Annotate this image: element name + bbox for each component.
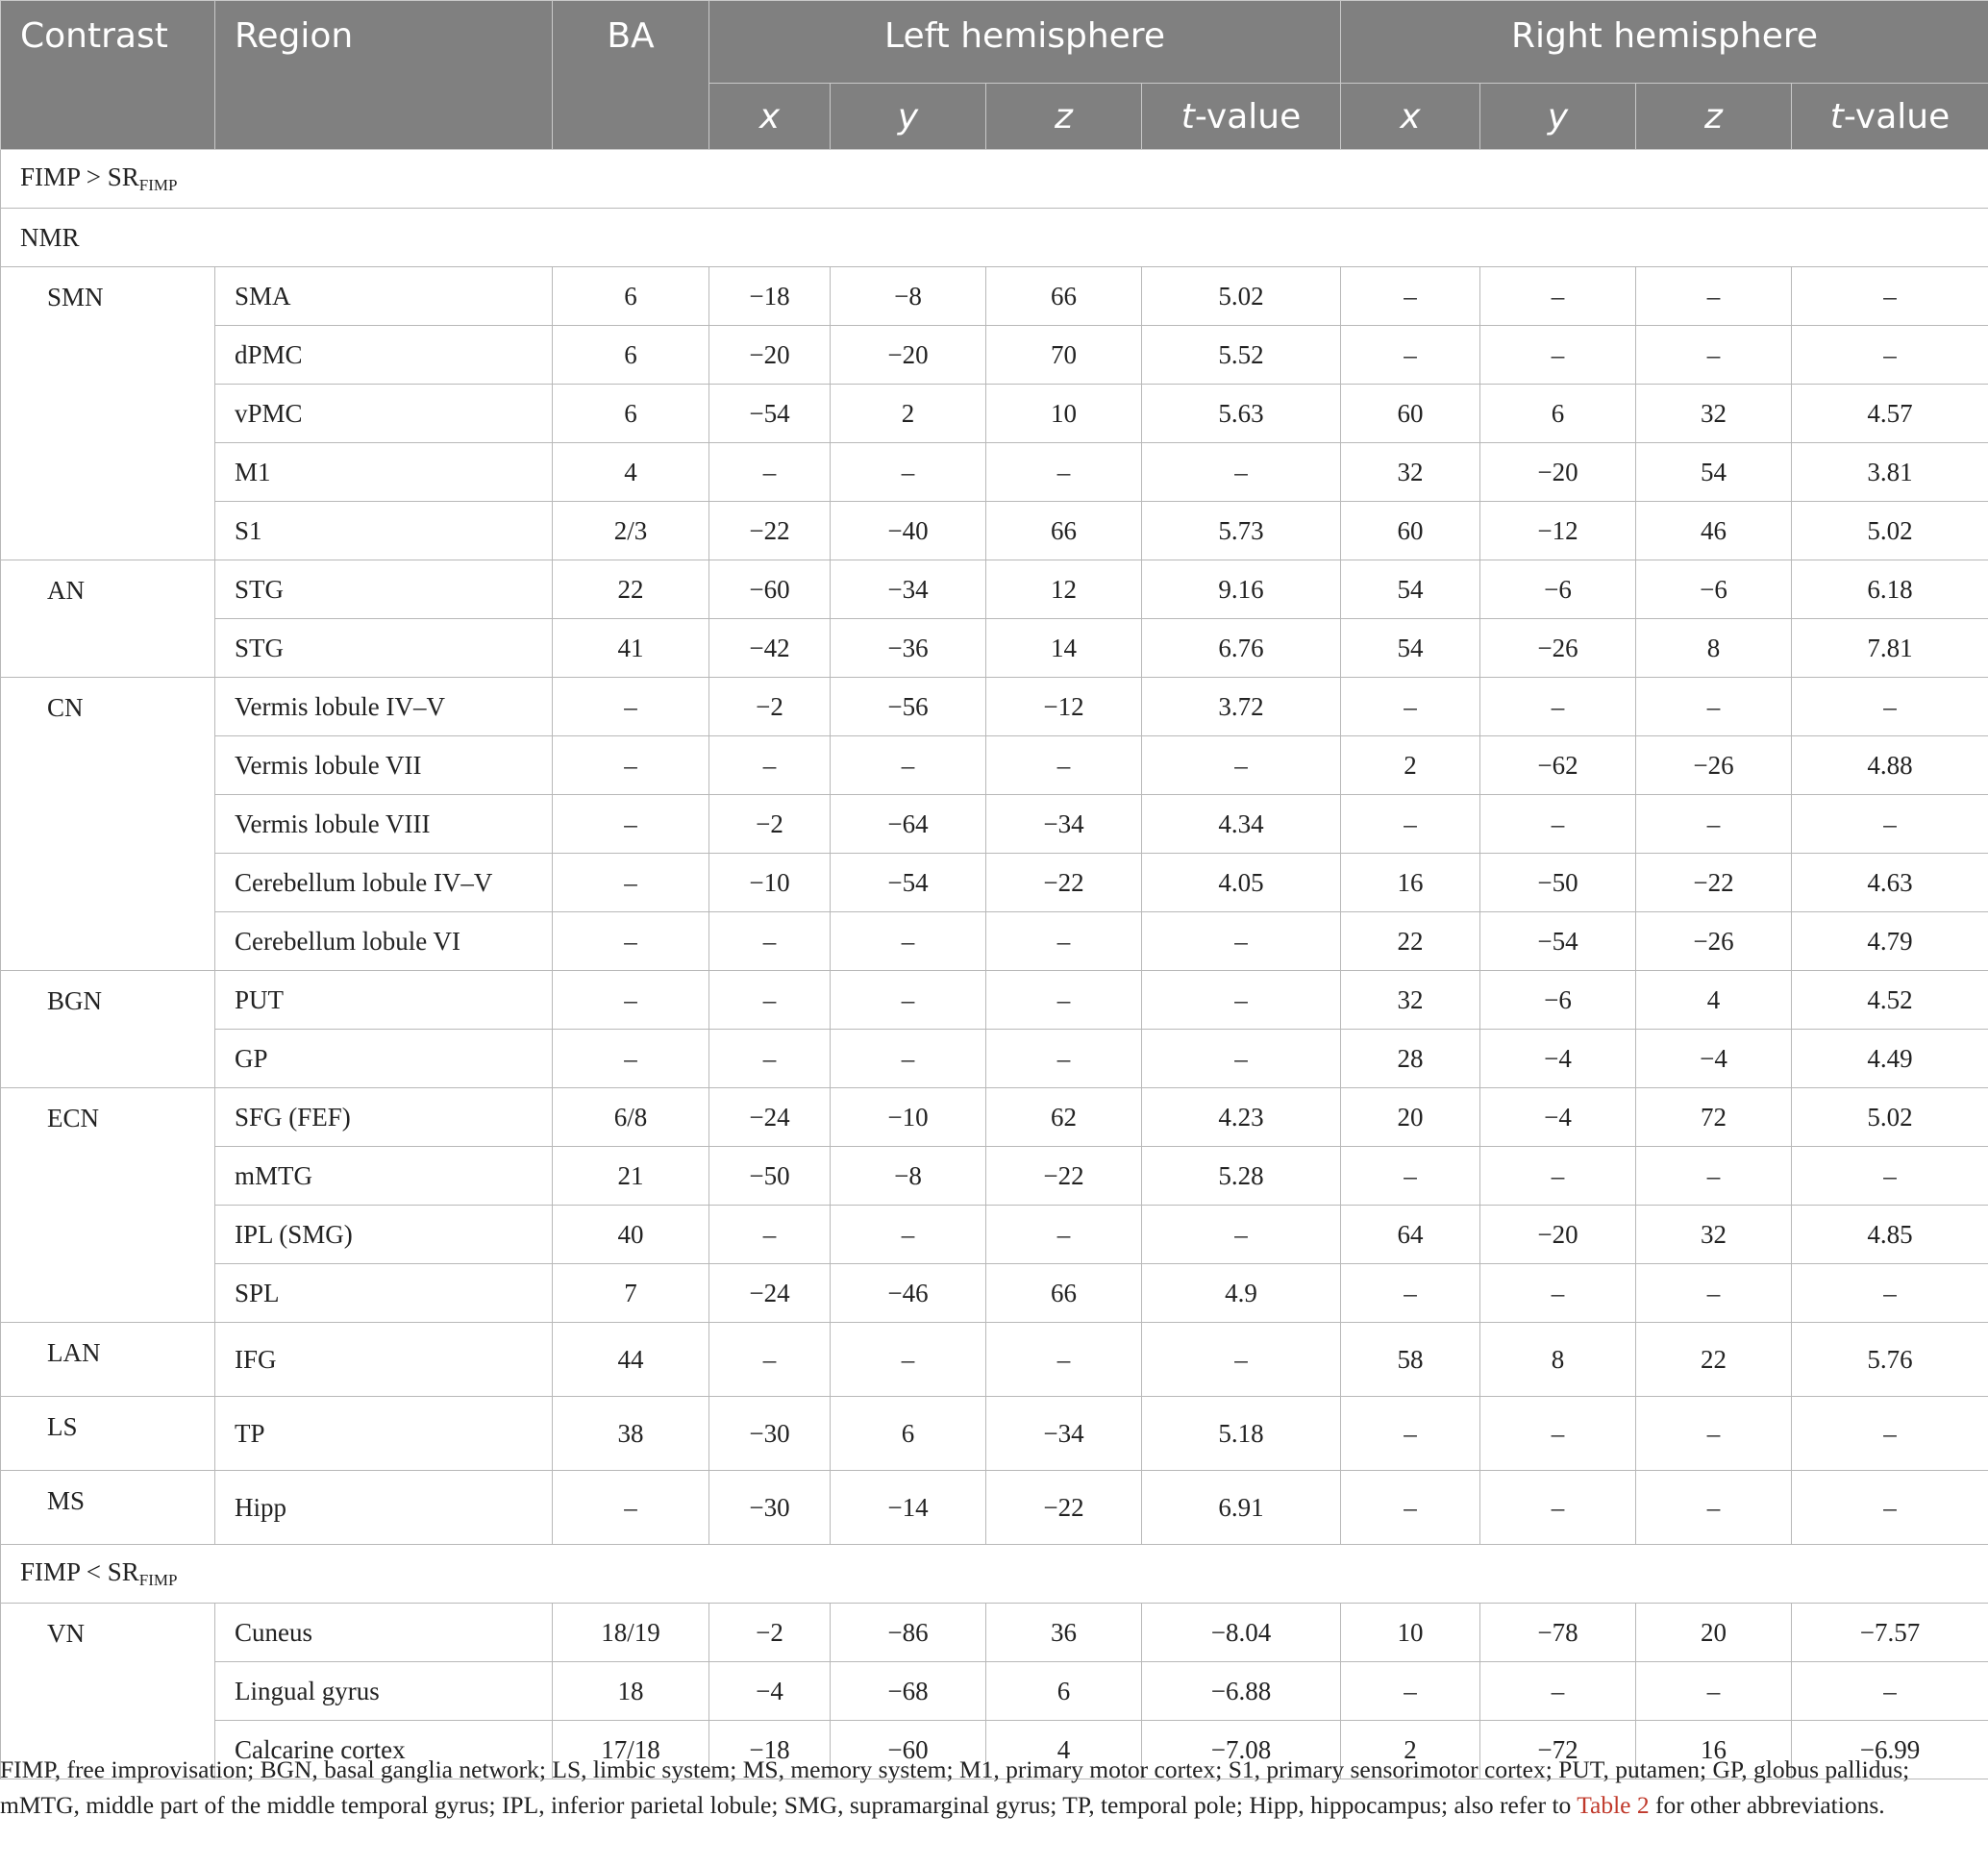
right-x-cell: 64 — [1341, 1206, 1480, 1264]
right-z-cell: −6 — [1636, 560, 1792, 619]
region-cell: M1 — [215, 443, 553, 502]
right-x-cell: 2 — [1341, 1721, 1480, 1779]
right-t-cell: 7.81 — [1792, 619, 1988, 678]
right-y-cell: −62 — [1480, 736, 1636, 795]
region-cell: PUT — [215, 971, 553, 1030]
table-body — [1, 150, 1988, 1779]
ba-cell: 18/19 — [553, 1604, 709, 1662]
col-header-left-z: z — [986, 84, 1142, 150]
right-z-cell: −4 — [1636, 1030, 1792, 1088]
region-cell: STG — [215, 619, 553, 678]
right-x-cell: 22 — [1341, 912, 1480, 971]
left-z-cell: – — [986, 912, 1142, 971]
left-z-cell: – — [986, 1323, 1142, 1397]
region-cell: Vermis lobule IV–V — [215, 678, 553, 736]
ba-cell: 17/18 — [553, 1721, 709, 1779]
left-x-cell: −30 — [709, 1397, 831, 1471]
table-row — [1, 736, 1988, 795]
left-t-cell: 5.02 — [1142, 267, 1341, 326]
right-x-cell: – — [1341, 1662, 1480, 1721]
table-row — [1, 1030, 1988, 1088]
left-x-cell: −2 — [709, 1604, 831, 1662]
ba-cell: 7 — [553, 1264, 709, 1323]
right-y-cell: – — [1480, 678, 1636, 736]
right-z-cell: – — [1636, 1264, 1792, 1323]
region-cell: mMTG — [215, 1147, 553, 1206]
right-x-cell: – — [1341, 267, 1480, 326]
right-x-cell: – — [1341, 326, 1480, 385]
right-t-cell: 6.18 — [1792, 560, 1988, 619]
ba-cell: – — [553, 912, 709, 971]
left-x-cell: −18 — [709, 1721, 831, 1779]
col-header-contrast: Contrast — [1, 1, 215, 150]
ba-cell: 6 — [553, 385, 709, 443]
right-y-cell: – — [1480, 1471, 1636, 1545]
left-x-cell: −2 — [709, 678, 831, 736]
ba-cell: 2/3 — [553, 502, 709, 560]
right-t-cell: – — [1792, 678, 1988, 736]
right-x-cell: 28 — [1341, 1030, 1480, 1088]
right-x-cell: 32 — [1341, 443, 1480, 502]
left-t-cell: −6.88 — [1142, 1662, 1341, 1721]
right-t-cell: – — [1792, 326, 1988, 385]
right-z-cell: 22 — [1636, 1323, 1792, 1397]
right-y-cell: – — [1480, 795, 1636, 854]
right-y-cell: −72 — [1480, 1721, 1636, 1779]
left-z-cell: – — [986, 1030, 1142, 1088]
left-t-cell: – — [1142, 1206, 1341, 1264]
right-x-cell: 2 — [1341, 736, 1480, 795]
left-t-cell: −7.08 — [1142, 1721, 1341, 1779]
right-t-cell: – — [1792, 1662, 1988, 1721]
left-z-cell: −34 — [986, 795, 1142, 854]
right-x-cell: 20 — [1341, 1088, 1480, 1147]
ba-cell: 4 — [553, 443, 709, 502]
right-x-cell: 10 — [1341, 1604, 1480, 1662]
section-label-nmr: NMR — [1, 209, 1988, 267]
right-z-cell: 32 — [1636, 385, 1792, 443]
table-row — [1, 502, 1988, 560]
left-x-cell: – — [709, 736, 831, 795]
col-header-left-x: x — [709, 84, 831, 150]
left-z-cell: −22 — [986, 1471, 1142, 1545]
right-t-cell: 5.02 — [1792, 1088, 1988, 1147]
group-label-ecn: ECN — [1, 1088, 215, 1323]
left-x-cell: −50 — [709, 1147, 831, 1206]
col-header-right-z: z — [1636, 84, 1792, 150]
left-t-cell: 5.73 — [1142, 502, 1341, 560]
ba-cell: 41 — [553, 619, 709, 678]
region-cell: Cuneus — [215, 1604, 553, 1662]
left-y-cell: −10 — [831, 1088, 986, 1147]
right-t-cell: 4.57 — [1792, 385, 1988, 443]
left-y-cell: – — [831, 1323, 986, 1397]
left-x-cell: – — [709, 1030, 831, 1088]
left-y-cell: −20 — [831, 326, 986, 385]
right-x-cell: 32 — [1341, 971, 1480, 1030]
left-z-cell: 36 — [986, 1604, 1142, 1662]
left-y-cell: −86 — [831, 1604, 986, 1662]
table-row — [1, 1662, 1988, 1721]
right-z-cell: – — [1636, 1471, 1792, 1545]
left-x-cell: – — [709, 1323, 831, 1397]
right-t-cell: – — [1792, 1264, 1988, 1323]
left-y-cell: −64 — [831, 795, 986, 854]
section-label-increase: FIMP > $SR_{FIMP}$ — [1, 150, 1988, 209]
right-t-cell: 4.49 — [1792, 1030, 1988, 1088]
ba-cell: – — [553, 795, 709, 854]
region-cell: Cerebellum lobule IV–V — [215, 854, 553, 912]
footnote-tail: for other abbreviations. — [1654, 1791, 1885, 1819]
region-cell: SFG (FEF) — [215, 1088, 553, 1147]
table-row — [1, 1397, 1988, 1471]
right-x-cell: – — [1341, 1471, 1480, 1545]
left-t-cell: 4.05 — [1142, 854, 1341, 912]
left-x-cell: −10 — [709, 854, 831, 912]
left-y-cell: −8 — [831, 267, 986, 326]
region-cell: Vermis lobule VII — [215, 736, 553, 795]
region-cell: Hipp — [215, 1471, 553, 1545]
group-label-lan: LAN — [1, 1323, 215, 1397]
left-z-cell: – — [986, 1206, 1142, 1264]
group-label-bgn: BGN — [1, 971, 215, 1088]
col-header-left-y: y — [831, 84, 986, 150]
left-t-cell: – — [1142, 1030, 1341, 1088]
left-z-cell: −22 — [986, 854, 1142, 912]
section-row-decrease — [1, 1545, 1988, 1604]
right-z-cell: 32 — [1636, 1206, 1792, 1264]
left-z-cell: −34 — [986, 1397, 1142, 1471]
region-cell: IFG — [215, 1323, 553, 1397]
table-row — [1, 912, 1988, 971]
left-x-cell: −30 — [709, 1471, 831, 1545]
region-cell: IPL (SMG) — [215, 1206, 553, 1264]
ba-cell: 18 — [553, 1662, 709, 1721]
col-header-right-x: x — [1341, 84, 1480, 150]
table-row — [1, 1264, 1988, 1323]
right-y-cell: −50 — [1480, 854, 1636, 912]
right-t-cell: – — [1792, 1147, 1988, 1206]
right-y-cell: −6 — [1480, 560, 1636, 619]
left-x-cell: −24 — [709, 1088, 831, 1147]
left-y-cell: −46 — [831, 1264, 986, 1323]
left-t-cell: – — [1142, 912, 1341, 971]
right-t-cell: 3.81 — [1792, 443, 1988, 502]
right-y-cell: – — [1480, 326, 1636, 385]
right-t-cell: −6.99 — [1792, 1721, 1988, 1779]
left-x-cell: −54 — [709, 385, 831, 443]
col-header-right-y: y — [1480, 84, 1636, 150]
right-y-cell: 6 — [1480, 385, 1636, 443]
right-y-cell: −12 — [1480, 502, 1636, 560]
right-y-cell: – — [1480, 1397, 1636, 1471]
region-cell: Cerebellum lobule VI — [215, 912, 553, 971]
right-z-cell: – — [1636, 326, 1792, 385]
region-cell: SPL — [215, 1264, 553, 1323]
left-z-cell: 66 — [986, 1264, 1142, 1323]
left-y-cell: −54 — [831, 854, 986, 912]
left-z-cell: – — [986, 443, 1142, 502]
table-header — [1, 1, 1988, 150]
right-t-cell: 4.88 — [1792, 736, 1988, 795]
left-t-cell: 5.28 — [1142, 1147, 1341, 1206]
right-y-cell: −4 — [1480, 1030, 1636, 1088]
right-z-cell: – — [1636, 795, 1792, 854]
left-y-cell: −14 — [831, 1471, 986, 1545]
right-x-cell: 60 — [1341, 502, 1480, 560]
right-t-cell: – — [1792, 267, 1988, 326]
right-z-cell: −22 — [1636, 854, 1792, 912]
right-t-cell: 5.02 — [1792, 502, 1988, 560]
left-t-cell: 3.72 — [1142, 678, 1341, 736]
right-y-cell: −54 — [1480, 912, 1636, 971]
left-y-cell: −60 — [831, 1721, 986, 1779]
right-x-cell: – — [1341, 1397, 1480, 1471]
table-row — [1, 971, 1988, 1030]
ba-cell: – — [553, 1471, 709, 1545]
right-y-cell: – — [1480, 1147, 1636, 1206]
left-y-cell: – — [831, 912, 986, 971]
region-cell: Calcarine cortex — [215, 1721, 553, 1779]
ba-cell: 44 — [553, 1323, 709, 1397]
footnote-text: FIMP, free improvisation; BGN, basal ganglia network; LS, limbic system; MS, memory system; M1, primary motor cortex; S1, primary sensorimotor cortex; PUT, putamen; GP, globus pallidus; mMTG, middle part of the middle temporal gyrus; IPL, inferior parietal lobule; SMG, supramarginal gyrus; TP, temporal pole; Hipp, hippocampus; also refer to — [0, 1755, 1910, 1819]
left-x-cell: – — [709, 1206, 831, 1264]
ba-cell: – — [553, 1030, 709, 1088]
left-y-cell: −34 — [831, 560, 986, 619]
table-row — [1, 619, 1988, 678]
left-z-cell: 70 — [986, 326, 1142, 385]
right-z-cell: – — [1636, 678, 1792, 736]
left-z-cell: – — [986, 971, 1142, 1030]
table-row — [1, 326, 1988, 385]
table-row — [1, 854, 1988, 912]
left-y-cell: −8 — [831, 1147, 986, 1206]
right-t-cell: – — [1792, 1397, 1988, 1471]
left-x-cell: – — [709, 971, 831, 1030]
section-label-decrease: FIMP < $SR_{FIMP}$ — [1, 1545, 1988, 1604]
section-row-nmr — [1, 209, 1988, 267]
ba-cell: 22 — [553, 560, 709, 619]
col-header-ba: BA — [553, 1, 709, 150]
group-label-smn: SMN — [1, 267, 215, 560]
group-label-cn: CN — [1, 678, 215, 971]
right-z-cell: 54 — [1636, 443, 1792, 502]
table-row — [1, 560, 1988, 619]
region-cell: SMA — [215, 267, 553, 326]
region-cell: vPMC — [215, 385, 553, 443]
right-y-cell: −20 — [1480, 1206, 1636, 1264]
region-cell: dPMC — [215, 326, 553, 385]
left-z-cell: 66 — [986, 502, 1142, 560]
ba-cell: 21 — [553, 1147, 709, 1206]
left-y-cell: – — [831, 1030, 986, 1088]
right-t-cell: 4.63 — [1792, 854, 1988, 912]
left-z-cell: 62 — [986, 1088, 1142, 1147]
left-t-cell: – — [1142, 443, 1341, 502]
left-y-cell: 6 — [831, 1397, 986, 1471]
left-y-cell: −56 — [831, 678, 986, 736]
col-header-left-t: t-value — [1142, 84, 1341, 150]
table-row — [1, 1471, 1988, 1545]
ba-cell: 6 — [553, 326, 709, 385]
table-row — [1, 1206, 1988, 1264]
region-cell: GP — [215, 1030, 553, 1088]
left-y-cell: – — [831, 443, 986, 502]
right-z-cell: −26 — [1636, 912, 1792, 971]
table-row — [1, 678, 1988, 736]
table-row — [1, 1088, 1988, 1147]
left-x-cell: −60 — [709, 560, 831, 619]
right-y-cell: – — [1480, 1264, 1636, 1323]
left-z-cell: 66 — [986, 267, 1142, 326]
table-row — [1, 267, 1988, 326]
table-row — [1, 1323, 1988, 1397]
right-t-cell: 5.76 — [1792, 1323, 1988, 1397]
left-y-cell: 2 — [831, 385, 986, 443]
right-t-cell: – — [1792, 795, 1988, 854]
left-z-cell: 10 — [986, 385, 1142, 443]
table-row — [1, 385, 1988, 443]
col-header-region: Region — [215, 1, 553, 150]
right-y-cell: −20 — [1480, 443, 1636, 502]
left-t-cell: 4.9 — [1142, 1264, 1341, 1323]
left-y-cell: −68 — [831, 1662, 986, 1721]
table-row — [1, 443, 1988, 502]
right-z-cell: 4 — [1636, 971, 1792, 1030]
col-header-right-t: t-value — [1792, 84, 1988, 150]
right-y-cell: −26 — [1480, 619, 1636, 678]
right-z-cell: 8 — [1636, 619, 1792, 678]
left-t-cell: −8.04 — [1142, 1604, 1341, 1662]
left-z-cell: – — [986, 736, 1142, 795]
region-cell: Vermis lobule VIII — [215, 795, 553, 854]
ba-cell: 6/8 — [553, 1088, 709, 1147]
right-z-cell: 16 — [1636, 1721, 1792, 1779]
right-z-cell: −26 — [1636, 736, 1792, 795]
left-t-cell: – — [1142, 1323, 1341, 1397]
ba-cell: – — [553, 736, 709, 795]
right-z-cell: 72 — [1636, 1088, 1792, 1147]
left-z-cell: 6 — [986, 1662, 1142, 1721]
left-y-cell: – — [831, 971, 986, 1030]
right-y-cell: −78 — [1480, 1604, 1636, 1662]
left-t-cell: 4.34 — [1142, 795, 1341, 854]
right-z-cell: – — [1636, 1662, 1792, 1721]
right-t-cell: 4.52 — [1792, 971, 1988, 1030]
right-x-cell: – — [1341, 795, 1480, 854]
right-x-cell: 54 — [1341, 560, 1480, 619]
left-x-cell: −24 — [709, 1264, 831, 1323]
right-t-cell: 4.79 — [1792, 912, 1988, 971]
left-y-cell: – — [831, 1206, 986, 1264]
left-x-cell: – — [709, 443, 831, 502]
left-x-cell: −20 — [709, 326, 831, 385]
right-z-cell: – — [1636, 267, 1792, 326]
left-x-cell: −42 — [709, 619, 831, 678]
ba-cell: – — [553, 678, 709, 736]
left-y-cell: −36 — [831, 619, 986, 678]
right-t-cell: −7.57 — [1792, 1604, 1988, 1662]
left-y-cell: −40 — [831, 502, 986, 560]
right-x-cell: 16 — [1341, 854, 1480, 912]
right-z-cell: – — [1636, 1147, 1792, 1206]
right-x-cell: – — [1341, 1264, 1480, 1323]
left-t-cell: 6.76 — [1142, 619, 1341, 678]
left-t-cell: 5.18 — [1142, 1397, 1341, 1471]
col-header-right-hemisphere: Right hemisphere — [1341, 1, 1988, 84]
table-row — [1, 1147, 1988, 1206]
table-2-link[interactable]: Table 2 — [1577, 1791, 1650, 1819]
group-label-ls: LS — [1, 1397, 215, 1471]
left-t-cell: 5.63 — [1142, 385, 1341, 443]
right-x-cell: 58 — [1341, 1323, 1480, 1397]
right-z-cell: 20 — [1636, 1604, 1792, 1662]
right-x-cell: – — [1341, 678, 1480, 736]
table-row — [1, 1604, 1988, 1662]
ba-cell: 40 — [553, 1206, 709, 1264]
table-row — [1, 795, 1988, 854]
region-cell: Lingual gyrus — [215, 1662, 553, 1721]
table-footnote — [0, 1752, 1961, 1823]
right-y-cell: −4 — [1480, 1088, 1636, 1147]
right-x-cell: 60 — [1341, 385, 1480, 443]
left-z-cell: 4 — [986, 1721, 1142, 1779]
left-t-cell: – — [1142, 971, 1341, 1030]
group-label-ms: MS — [1, 1471, 215, 1545]
right-t-cell: 4.85 — [1792, 1206, 1988, 1264]
right-z-cell: – — [1636, 1397, 1792, 1471]
left-t-cell: 9.16 — [1142, 560, 1341, 619]
region-cell: S1 — [215, 502, 553, 560]
right-y-cell: 8 — [1480, 1323, 1636, 1397]
left-x-cell: −18 — [709, 267, 831, 326]
right-z-cell: 46 — [1636, 502, 1792, 560]
left-x-cell: −4 — [709, 1662, 831, 1721]
left-y-cell: – — [831, 736, 986, 795]
left-z-cell: −22 — [986, 1147, 1142, 1206]
section-row-increase — [1, 150, 1988, 209]
left-t-cell: – — [1142, 736, 1341, 795]
group-label-vn: VN — [1, 1604, 215, 1779]
ba-cell: 38 — [553, 1397, 709, 1471]
region-cell: STG — [215, 560, 553, 619]
col-header-left-hemisphere: Left hemisphere — [709, 1, 1341, 84]
left-t-cell: 5.52 — [1142, 326, 1341, 385]
right-y-cell: −6 — [1480, 971, 1636, 1030]
right-x-cell: 54 — [1341, 619, 1480, 678]
left-x-cell: −2 — [709, 795, 831, 854]
left-t-cell: 6.91 — [1142, 1471, 1341, 1545]
right-y-cell: – — [1480, 267, 1636, 326]
left-t-cell: 4.23 — [1142, 1088, 1341, 1147]
left-z-cell: 14 — [986, 619, 1142, 678]
left-z-cell: −12 — [986, 678, 1142, 736]
right-t-cell: – — [1792, 1471, 1988, 1545]
ba-cell: – — [553, 971, 709, 1030]
right-y-cell: – — [1480, 1662, 1636, 1721]
right-x-cell: – — [1341, 1147, 1480, 1206]
ba-cell: – — [553, 854, 709, 912]
ba-cell: 6 — [553, 267, 709, 326]
group-label-an: AN — [1, 560, 215, 678]
region-cell: TP — [215, 1397, 553, 1471]
left-x-cell: – — [709, 912, 831, 971]
left-x-cell: −22 — [709, 502, 831, 560]
left-z-cell: 12 — [986, 560, 1142, 619]
